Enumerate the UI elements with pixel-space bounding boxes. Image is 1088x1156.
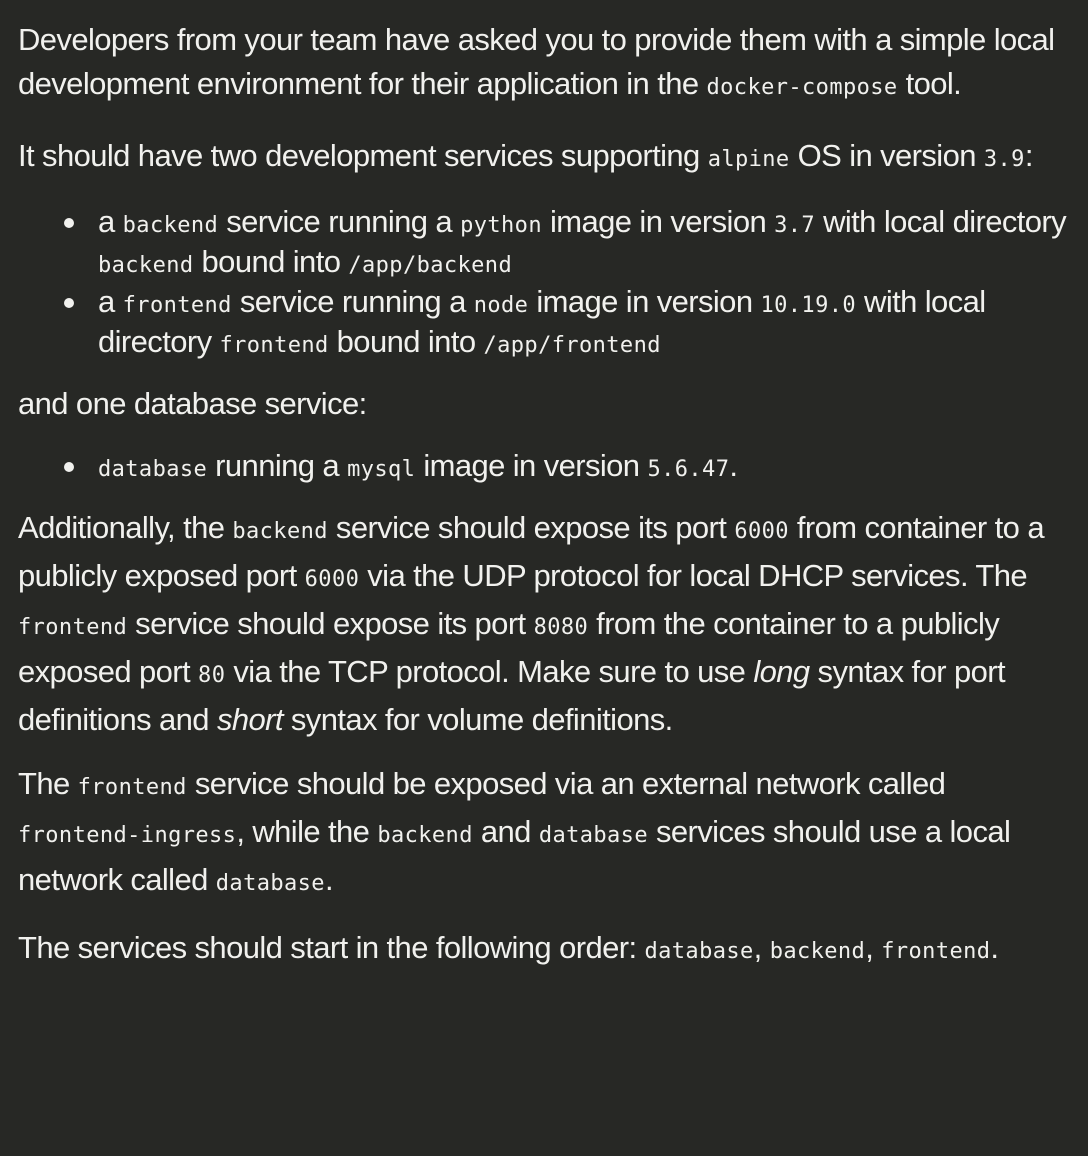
text: service should expose its port: [127, 606, 534, 641]
text: with local directory: [98, 284, 986, 359]
emphasis: short: [216, 702, 283, 737]
inline-code: database: [215, 871, 325, 896]
image-version-code: 3.7: [774, 213, 816, 238]
text: running a: [207, 448, 348, 483]
text: .: [729, 448, 738, 483]
text: service running a: [218, 204, 461, 239]
image-name-code: mysql: [347, 457, 416, 482]
text: :: [1024, 138, 1033, 173]
text: bound into: [193, 244, 349, 279]
text: from the container to a publicly exposed port: [18, 606, 1000, 689]
text: via the UDP protocol for local DHCP services. The: [359, 558, 1028, 593]
text: ,: [865, 930, 882, 965]
image-name-code: python: [460, 213, 542, 238]
text: a: [98, 204, 123, 239]
inline-code: database: [644, 939, 754, 964]
os-paragraph: [18, 134, 1070, 182]
inline-code: 8080: [533, 615, 589, 640]
list-item: [98, 448, 1070, 488]
text: The: [18, 766, 78, 801]
list-item: [98, 284, 1070, 364]
text: a: [98, 284, 123, 319]
text: from container to a publicly exposed port: [18, 510, 1044, 593]
service-name-code: backend: [122, 213, 219, 238]
inline-code: 6000: [734, 519, 789, 544]
inline-code: backend: [377, 823, 473, 848]
text: services should use a local network called: [18, 814, 1011, 897]
text: .: [324, 862, 333, 897]
os-version-code: 3.9: [983, 147, 1025, 172]
text: and: [472, 814, 539, 849]
tool-name-code: docker-compose: [706, 75, 898, 100]
list-item: [98, 204, 1070, 284]
text: tool.: [897, 66, 962, 101]
service-name-code: database: [98, 457, 208, 482]
os-name-code: alpine: [707, 147, 790, 172]
db-services-list: [18, 448, 1070, 488]
db-intro-paragraph: and one database service:: [18, 386, 367, 421]
emphasis: long: [753, 654, 810, 689]
inline-code: frontend: [881, 939, 991, 964]
text: , while the: [236, 814, 378, 849]
inline-code: database: [538, 823, 648, 848]
text: service should expose its port: [327, 510, 735, 545]
text: syntax for port definitions and: [18, 654, 1005, 737]
text: OS in version: [789, 138, 984, 173]
image-name-code: node: [473, 293, 529, 318]
inline-code: frontend-ingress: [18, 823, 237, 848]
local-dir-code: frontend: [219, 333, 329, 358]
text: Additionally, the: [18, 510, 233, 545]
text: Developers from your team have asked you to provide them with a simple local development environment for their application in the: [18, 22, 1055, 101]
text: image in version: [528, 284, 761, 319]
mount-path-code: /app/frontend: [483, 333, 661, 358]
inline-code: backend: [769, 939, 866, 964]
local-dir-code: backend: [98, 253, 194, 278]
text: service should be exposed via an external network called: [186, 766, 946, 801]
text: The services should start in the following order:: [18, 930, 645, 965]
inline-code: 6000: [304, 567, 360, 592]
text: image in version: [415, 448, 648, 483]
service-name-code: frontend: [122, 293, 232, 318]
inline-code: backend: [232, 519, 328, 544]
text: ,: [753, 930, 770, 965]
networks-paragraph: [18, 762, 1070, 906]
text: syntax for volume definitions.: [282, 702, 673, 737]
text: It should have two development services supporting: [18, 138, 708, 173]
text: with local directory: [815, 204, 1067, 239]
text: .: [990, 930, 999, 965]
text: via the TCP protocol. Make sure to use: [225, 654, 754, 689]
intro-paragraph: [18, 18, 1070, 110]
dev-services-list: [18, 204, 1070, 364]
inline-code: 80: [198, 663, 226, 688]
mount-path-code: /app/backend: [348, 253, 513, 278]
text: image in version: [541, 204, 775, 239]
inline-code: frontend: [77, 775, 187, 800]
order-paragraph: [18, 926, 1070, 974]
inline-code: frontend: [18, 615, 128, 640]
ports-paragraph: [18, 506, 1070, 742]
text: bound into: [328, 324, 484, 359]
text: service running a: [231, 284, 474, 319]
image-version-code: 10.19.0: [760, 293, 857, 318]
image-version-code: 5.6.47: [647, 457, 730, 482]
